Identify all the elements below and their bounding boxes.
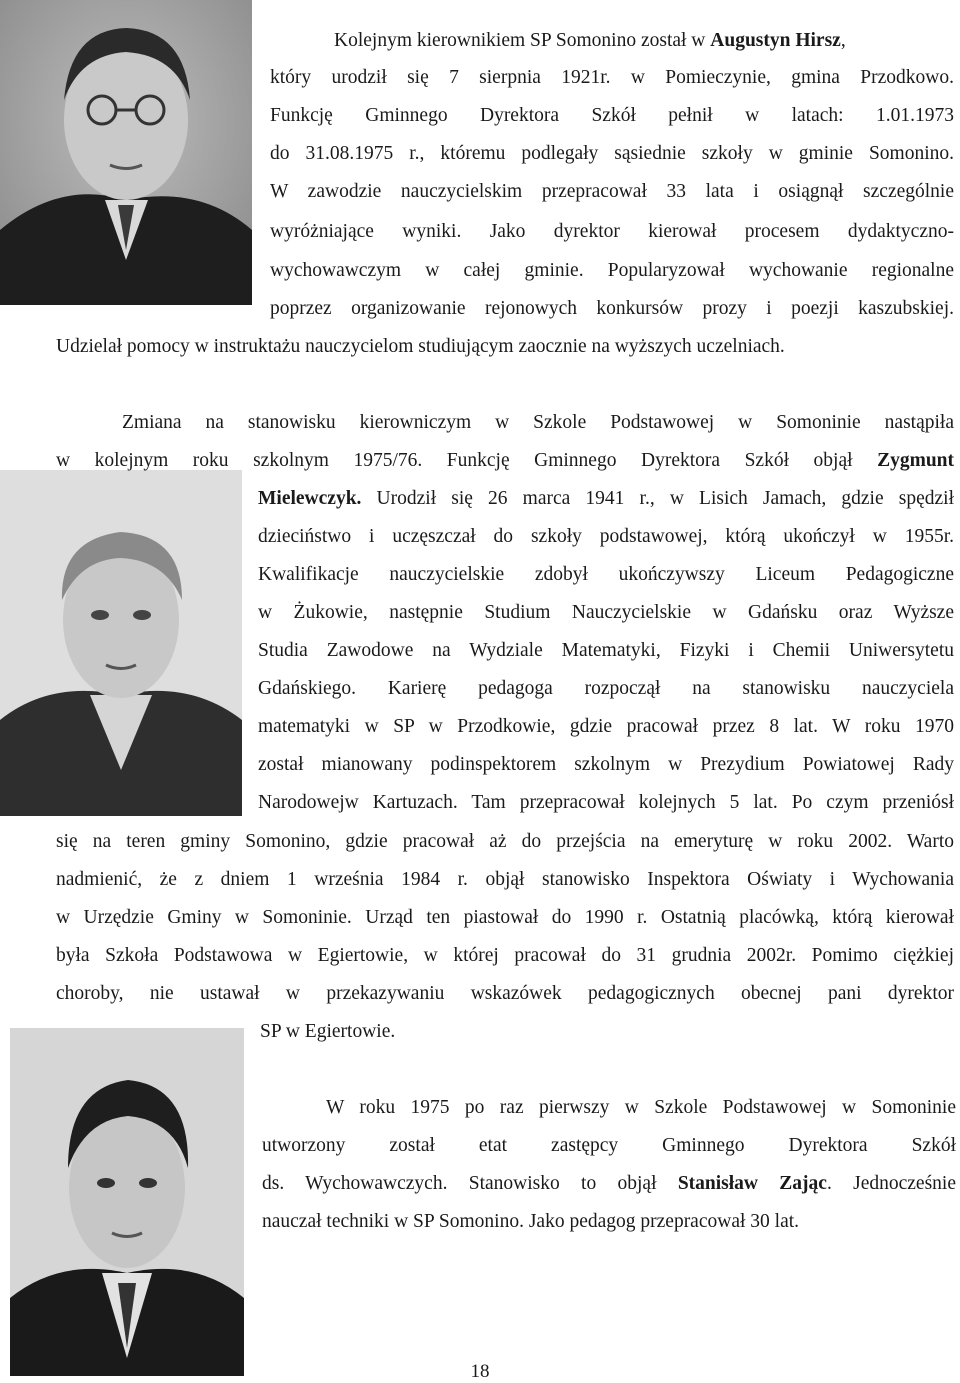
s1-line-3: Funkcję Gminnego Dyrektora Szkół pełnił w latach: 1.01.1973 — [270, 105, 954, 126]
s2-line-16: choroby, nie ustawał w przekazywaniu wskazówek pedagogicznych obecnej pani dyrektor — [56, 983, 954, 1004]
s2-line-4: dzieciństwo i uczęszczał do szkoły podstawowej, którą ukończył w 1955r. — [258, 526, 954, 547]
photo-stanislaw-zajac — [10, 1028, 244, 1376]
s1-l1-post: , — [840, 30, 846, 51]
photo-augustyn-hirsz — [0, 0, 252, 305]
s2-line-6: w Żukowie, następnie Studium Nauczycielskie w Gdańsku oraz Wyższe — [258, 602, 954, 623]
s2-line-1: Zmiana na stanowisku kierowniczym w Szkole Podstawowej w Somoninie nastąpiła — [122, 412, 954, 433]
s2-line-12: się na teren gminy Somonino, gdzie pracował aż do przejścia na emeryturę w roku 2002. Warto — [56, 831, 954, 852]
s2-line-11: Narodowejw Kartuzach. Tam przepracował kolejnych 5 lat. Po czym przeniósł — [258, 792, 954, 813]
s2-line-7: Studia Zawodowe na Wydziale Matematyki, Fizyki i Chemii Uniwersytetu — [258, 640, 954, 661]
s2-line-14: w Urzędzie Gminy w Somoninie. Urząd ten piastował do 1990 r. Ostatnią placówką, którą kierował — [56, 907, 954, 928]
s2-line-13: nadmienić, że z dniem 1 września 1984 r. objął stanowisko Inspektora Oświaty i Wychowania — [56, 869, 954, 890]
s1-line-7: wychowawczym w całej gminie. Popularyzował wychowanie regionalne — [270, 260, 954, 281]
s1-line-4: do 31.08.1975 r., któremu podlegały sąsiednie szkoły w gminie Somonino. — [270, 143, 954, 164]
name-mielewczyk: Mielewczyk. — [258, 488, 362, 509]
photo-zygmunt-mielewczyk — [0, 470, 242, 816]
s2-line-15: była Szkoła Podstawowa w Egiertowie, w której pracował do 31 grudnia 2002r. Pomimo ciężkiej — [56, 945, 954, 966]
s3-line-1: W roku 1975 po raz pierwszy w Szkole Podstawowej w Somoninie — [326, 1097, 956, 1118]
s2-line-9: matematyki w SP w Przodkowie, gdzie pracował przez 8 lat. W roku 1970 — [258, 716, 954, 737]
s3-line-3: ds. Wychowawczych. Stanowisko to objął Stanisław Zając. Jednocześnie — [262, 1173, 956, 1194]
s1-line-6: wyróżniające wyniki. Jako dyrektor kierował procesem dydaktyczno- — [270, 221, 954, 242]
s1-line-9: Udzielał pomocy w instruktażu nauczycielom studiującym zaocznie na wyższych uczelniach. — [56, 336, 785, 357]
name-zygmunt: Zygmunt — [877, 450, 954, 471]
s2-line-2: w kolejnym roku szkolnym 1975/76. Funkcję Gminnego Dyrektora Szkół objął Zygmunt — [56, 450, 954, 471]
s1-line-1 — [334, 29, 846, 53]
s2-line-5: Kwalifikacje nauczycielskie zdobył ukończywszy Liceum Pedagogiczne — [258, 564, 954, 585]
s2-line-3: Mielewczyk. Urodził się 26 marca 1941 r., w Lisich Jamach, gdzie spędził — [258, 488, 954, 509]
s1-line-2: który urodził się 7 sierpnia 1921r. w Pomieczynie, gmina Przodkowo. — [270, 67, 954, 88]
s1-line-5: W zawodzie nauczycielskim przepracował 33 lata i osiągnął szczególnie — [270, 181, 954, 202]
page-number: 18 — [470, 1361, 490, 1382]
name-stanislaw-zajac: Stanisław Zając — [677, 1173, 827, 1194]
s3-line-4: nauczał techniki w SP Somonino. Jako pedagog przepracował 30 lat. — [262, 1211, 800, 1232]
s2-line-10: został mianowany podinspektorem szkolnym w Prezydium Powiatowej Rady — [258, 754, 954, 775]
s1-line-8: poprzez organizowanie rejonowych konkursów prozy i poezji kaszubskiej. — [270, 298, 954, 319]
s2-line-8: Gdańskiego. Karierę pedagoga rozpoczął na stanowisku nauczyciela — [258, 678, 954, 699]
name-augustyn-hirsz: Augustyn Hirsz — [710, 30, 841, 51]
s3-line-2: utworzony został etat zastępcy Gminnego Dyrektora Szkół — [262, 1135, 956, 1156]
s2-line-17: SP w Egiertowie. — [260, 1021, 396, 1042]
s1-l1-pre: Kolejnym kierownikiem SP Somonino został w — [334, 30, 711, 51]
